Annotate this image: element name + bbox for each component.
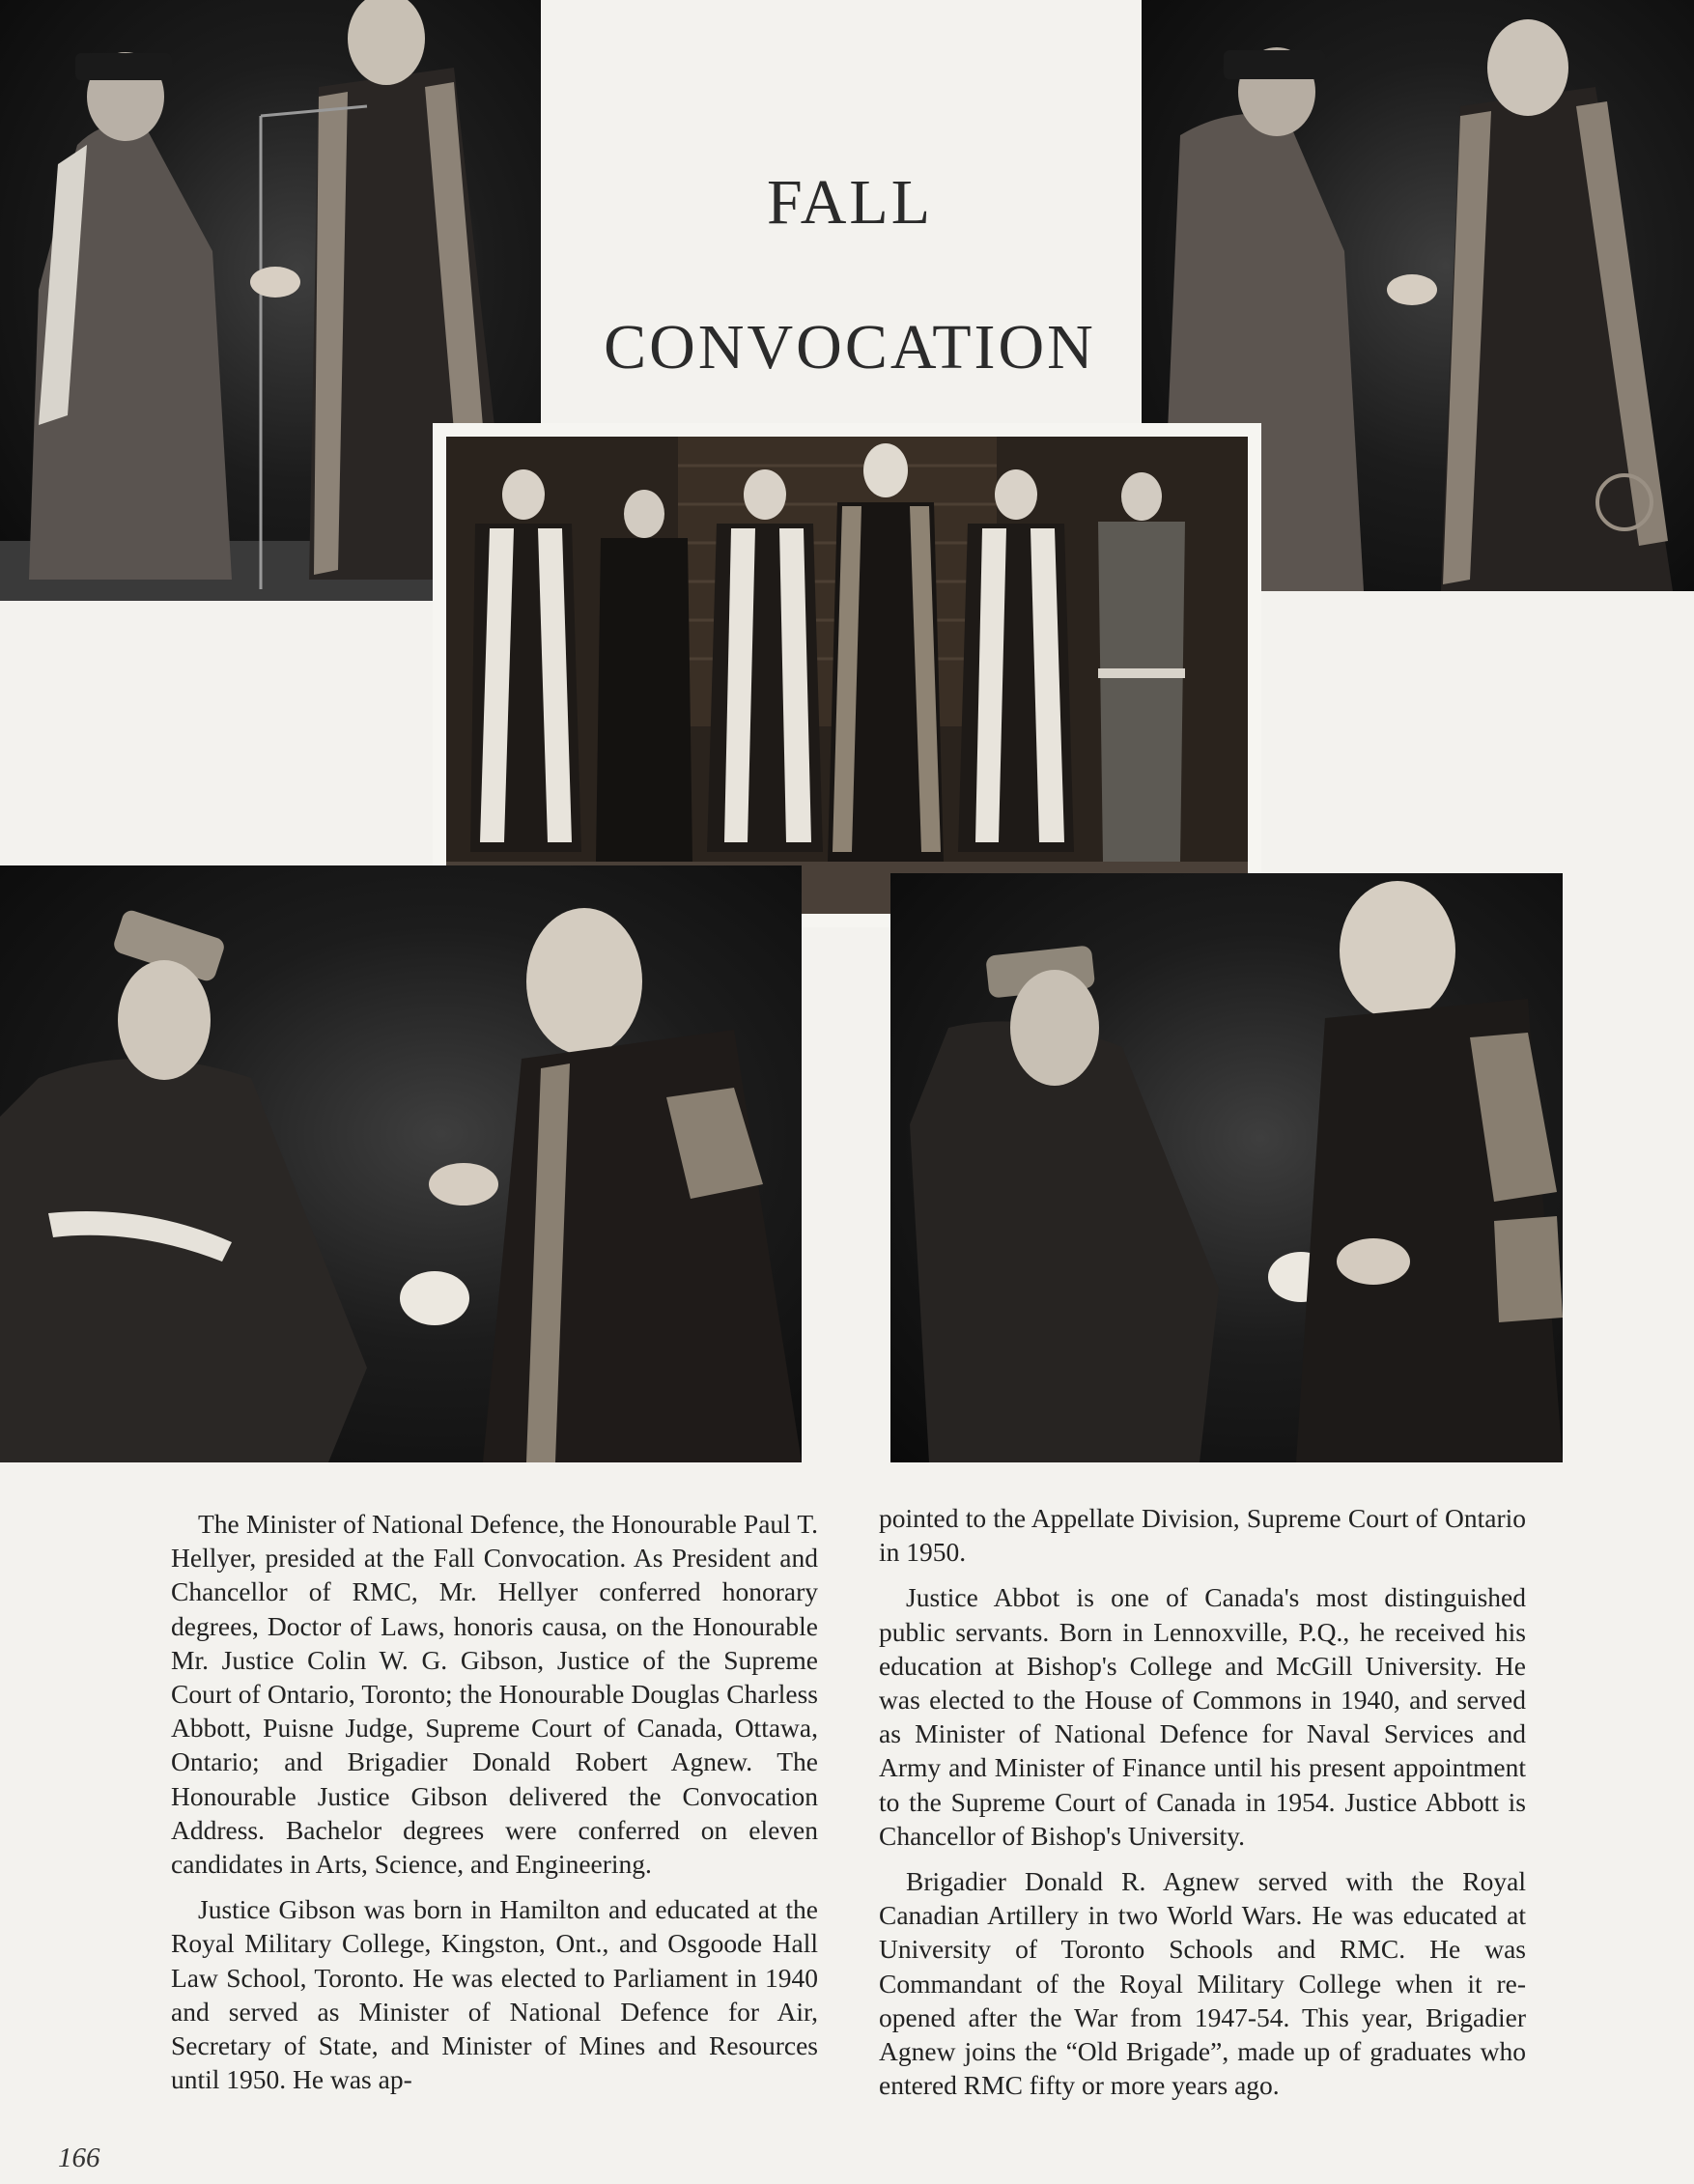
article-column-right bbox=[879, 1501, 1526, 2113]
photo-bottom-right bbox=[890, 873, 1563, 1462]
page-title-line1: FALL bbox=[766, 167, 934, 238]
page-number: 166 bbox=[58, 2142, 100, 2173]
photo-bottom-left bbox=[0, 865, 802, 1462]
article-paragraph: Justice Gibson was born in Hamilton and educated at the Royal Military College, Kingston, Ont., and Osgoode Hall Law School, Toronto. He was elected to Parliament in 1940 and served as Minister of National Defence for Air, Secretary of State, and Minister of Mines and Resources until 1950. He was ap- bbox=[171, 1894, 818, 2095]
article-paragraph: The Minister of National Defence, the Honourable Paul T. Hellyer, presided at the Fall Convocation. As President and Chancellor of RMC, Mr. Hellyer conferred honorary degrees, Doctor of Laws, honoris causa, on the Honourable Mr. Justice Colin W. G. Gibson, Justice of the Supreme Court of Ontario, Toronto; the Honourable Douglas Charless Abbott, Puisne Judge, Supreme Court of Canada, Ottawa, Ontario; and Brigadier Donald Robert Agnew. The Honourable Justice Gibson delivered the Convocation Address. Bachelor degrees were conferred on eleven candidates in Arts, Science, and Engineering. bbox=[171, 1509, 818, 1880]
page-title-line2: CONVOCATION bbox=[604, 312, 1096, 383]
article-column-left bbox=[171, 1507, 818, 2108]
article-paragraph: Justice Abbot is one of Canada's most distinguished public servants. Born in Lennoxville, P.Q., he received his education at Bishop's College and McGill University. He was elected to the House of Commons in 1940, and served as Minister of National Defence for Naval Services and Army and Minister of Finance until his present appointment to the Supreme Court of Canada in 1954. Justice Abbott is Chancellor of Bishop's University. bbox=[879, 1582, 1526, 1851]
article-paragraph: Brigadier Donald R. Agnew served with the Royal Canadian Artillery in two World Wars. He was educated at University of Toronto Schools and RMC. He was Commandant of the Royal Military College when it re-opened after the War from 1947-54. This year, Brigadier Agnew joins the “Old Brigade”, made up of graduates who entered RMC fifty or more years ago. bbox=[879, 1866, 1526, 2101]
photo-center-group bbox=[433, 423, 1261, 927]
photo-center-group-image bbox=[446, 437, 1248, 914]
article-paragraph: pointed to the Appellate Division, Supreme Court of Ontario in 1950. bbox=[879, 1503, 1526, 1568]
photo-bottom-right-image bbox=[890, 873, 1563, 1462]
photo-bottom-left-image bbox=[0, 865, 802, 1462]
